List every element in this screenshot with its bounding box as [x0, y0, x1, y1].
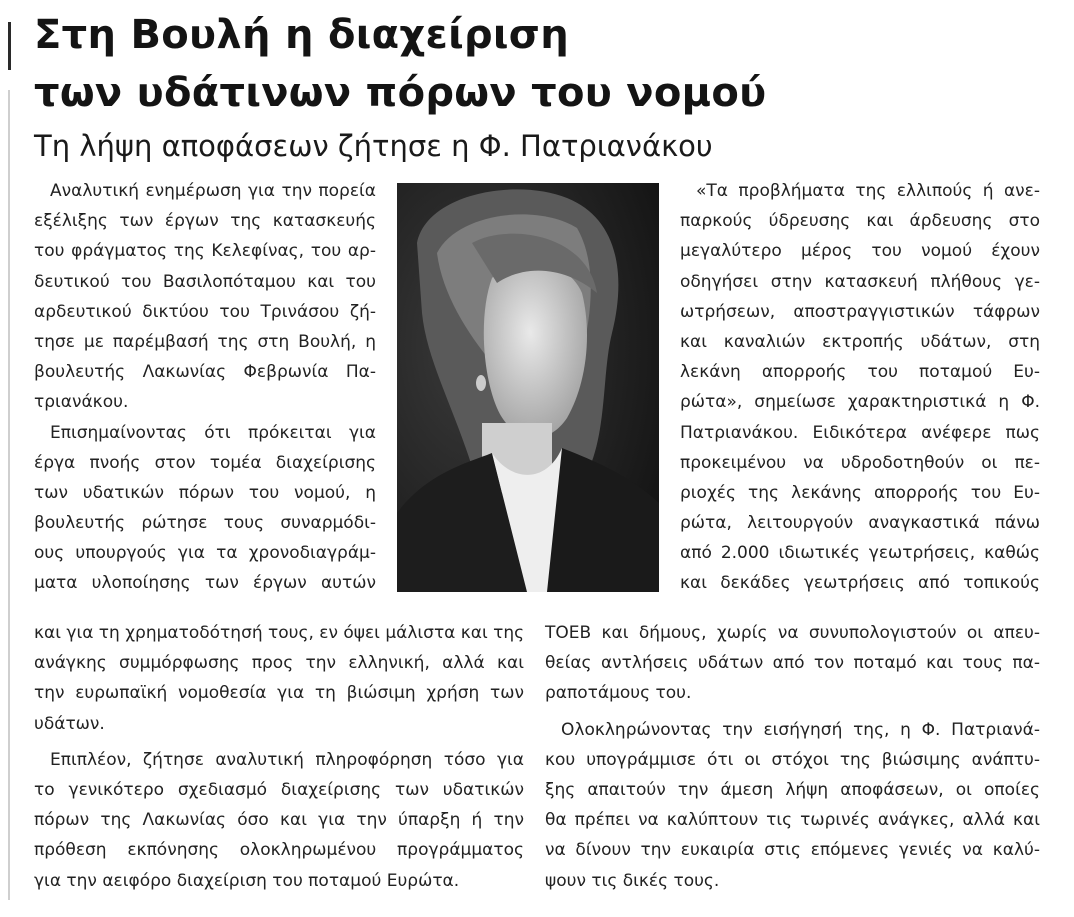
text-line: ανάγκης συμμόρφωσης προς την ελληνική, αλλά και: [34, 653, 524, 674]
text-line: ωτρήσεων, αποστραγγιστικών τάφρων: [680, 301, 1040, 322]
text-line: από 2.000 ιδιωτικές γεωτρήσεις, καθώς: [680, 543, 1040, 564]
right-column: [680, 176, 1040, 599]
text-line: ψουν τις δικές τους.: [545, 870, 720, 891]
text-line: βουλευτής ρώτησε τους συναρμόδι-: [34, 513, 376, 534]
text-line: υδάτων.: [34, 713, 105, 734]
text-line: προκειμένου να υδροδοτηθούν οι πε-: [680, 452, 1040, 473]
section-marker: [8, 22, 11, 70]
text-line: Επισημαίνοντας ότι πρόκειται για: [50, 422, 376, 443]
text-line: τριανάκου.: [34, 392, 129, 413]
text-line: ους υπουργούς για τα χρονοδιαγράμ-: [34, 543, 376, 564]
text-line: ρώτα», σημείωσε χαρακτηριστικά η Φ.: [680, 392, 1040, 413]
left-column: [34, 176, 376, 599]
text-line: οδηγήσει στην κατασκευή πλήθους γε-: [680, 271, 1040, 292]
headline: [34, 6, 1054, 122]
text-line: και δεκάδες γεωτρήσεις από τοπικούς: [680, 573, 1040, 594]
text-line: πρόθεση εκπόνησης ολοκληρωμένου προγράμματος: [34, 840, 524, 861]
column-rule: [8, 90, 10, 900]
text-line: τησε με παρέμβασή της στη Βουλή, η: [34, 331, 376, 352]
headline-line-1: Στη Βουλή η διαχείριση: [34, 12, 569, 58]
text-line: αρδευτικού δικτύου του Τρινάσου ζή-: [34, 301, 376, 322]
text-line: του φράγματος της Κελεφίνας, του αρ-: [34, 241, 376, 262]
text-line: ματα υλοποίησης των έργων αυτών: [34, 573, 376, 594]
text-line: Αναλυτική ενημέρωση για την πορεία: [50, 181, 376, 201]
text-line: ριοχές της λεκάνης απορροής του Ευ-: [680, 482, 1040, 503]
text-line: και για τη χρηματοδότησή τους, εν όψει μάλιστα και της: [34, 623, 525, 643]
text-line: ραποτάμους του.: [545, 683, 692, 704]
text-line: και καναλιών εκτροπής υδάτων, στη: [680, 331, 1040, 352]
text-line: κου υπογράμμισε ότι οι στόχοι της βιώσιμης ανάπτυ-: [545, 749, 1040, 770]
left-bottom-block: [34, 618, 524, 896]
text-line: ρώτα, λειτουργούν αναγκαστικά πάνω: [680, 513, 1040, 534]
text-line: πόρων της Λακωνίας όσο και για την ύπαρξη ή την: [34, 810, 524, 831]
text-line: ΤΟΕΒ και δήμους, χωρίς να συνυπολογιστούν οι απευ-: [545, 623, 1040, 643]
text-line: ξης απαιτούν την άμεση λήψη αποφάσεων, οι οποίες: [545, 779, 1040, 800]
text-line: έργα πνοής στον τομέα διαχείρισης: [34, 452, 376, 473]
text-line: «Τα προβλήματα της ελλιπούς ή ανε-: [696, 181, 1040, 201]
text-line: Επιπλέον, ζήτησε αναλυτική πληροφόρηση τόσο για: [50, 749, 524, 770]
text-line: την ευρωπαϊκή νομοθεσία για τη βιώσιμη χρήση των: [34, 683, 524, 704]
portrait-photo: [397, 183, 659, 592]
text-line: Πατριανάκου. Ειδικότερα ανέφερε πως: [680, 422, 1040, 443]
text-line: να δίνουν την ευκαιρία στις επόμενες γενιές να καλύ-: [545, 840, 1040, 861]
text-line: μεγαλύτερο μέρος του νομού έχουν: [680, 241, 1040, 262]
headline-line-2: των υδάτινων πόρων του νομού: [34, 70, 767, 116]
right-bottom-block: [545, 618, 1040, 896]
text-line: για την αειφόρο διαχείριση του ποταμού Ευρώτα.: [34, 870, 460, 891]
text-line: θείας αντλήσεις υδάτων από τον ποταμό και τους πα-: [545, 653, 1040, 674]
text-line: εξέλιξης των έργων της κατασκευής: [34, 211, 376, 232]
portrait-illustration: [397, 183, 659, 592]
subheadline: Τη λήψη αποφάσεων ζήτησε η Φ. Πατριανάκου: [34, 129, 713, 163]
text-line: των υδατικών πόρων του νομού, η: [34, 482, 376, 503]
text-line: παρκούς ύδρευσης και άρδευσης στο: [680, 211, 1040, 232]
text-line: βουλευτής Λακωνίας Φεβρωνία Πα-: [34, 362, 376, 383]
text-line: Ολοκληρώνοντας την εισήγησή της, η Φ. Πατριανά-: [561, 719, 1040, 740]
text-line: θα πρέπει να καλύπτουν τις τωρινές ανάγκες, αλλά και: [545, 810, 1040, 831]
text-line: το γενικότερο σχεδιασμό διαχείρισης των υδατικών: [34, 779, 524, 800]
text-line: λεκάνη απορροής του ποταμού Ευ-: [680, 362, 1040, 383]
text-line: δευτικού του Βασιλοπόταμου και του: [34, 271, 376, 292]
